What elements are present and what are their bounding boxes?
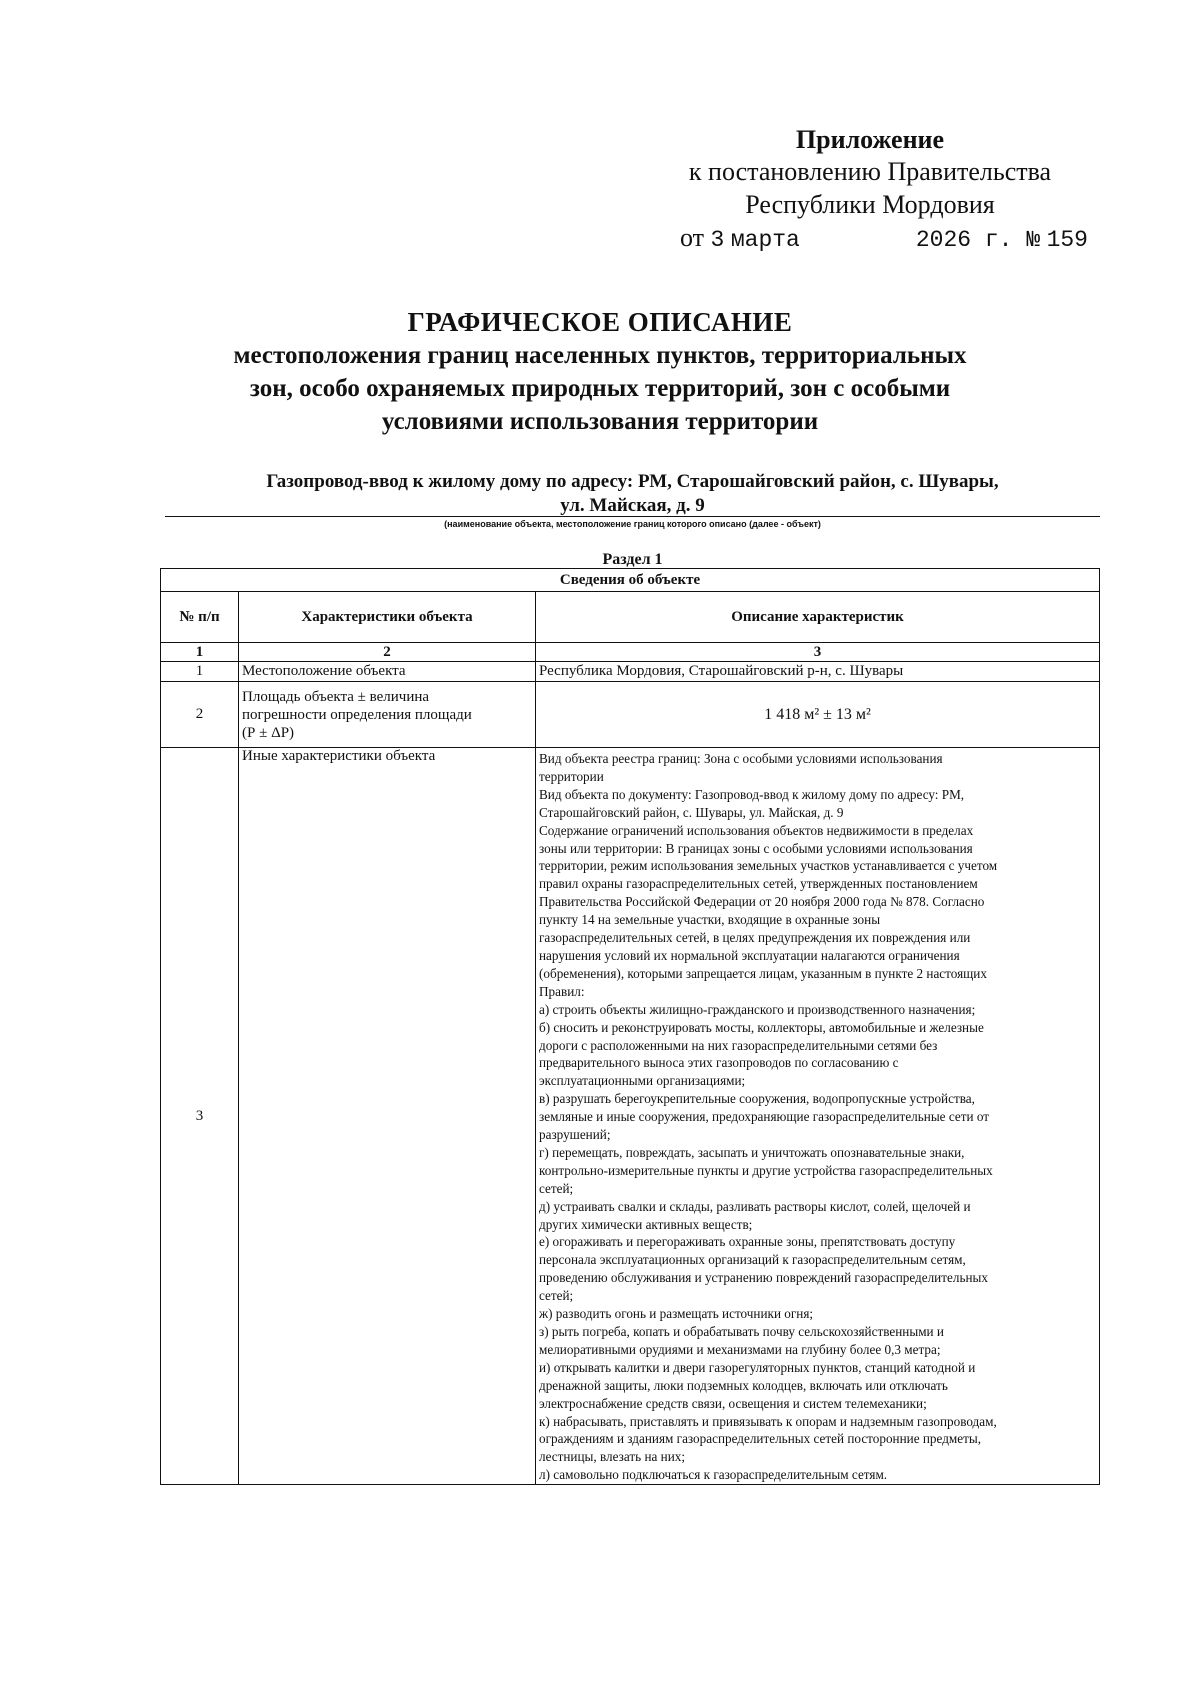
description-line: д) устраивать свалки и склады, разливать растворы кислот, солей, щелочей и [539,1198,971,1214]
characteristic-line: погрешности определения площади [242,706,472,723]
description-line: других химически активных веществ; [539,1216,753,1232]
object-caption: (наименование объекта, местоположение границ которого описано (далее - объект) [444,519,821,529]
column-number: 1 [161,643,239,662]
description-line: Правительства Российской Федерации от 20 ноября 2000 года № 878. Согласно [539,894,985,910]
description-line: ограждениям и зданиям газораспределительных сетей посторонние предметы, [539,1431,982,1447]
header-description: Описание характеристик [536,592,1100,643]
row-characteristic [239,682,536,748]
title-line-3: условиями использования территории [381,408,819,435]
row-number: 3 [161,748,239,1485]
description-line: разрушений; [539,1127,611,1143]
description-line: (обременения), которыми запрещается лицам, указанным в пункте 2 настоящих [539,965,987,981]
description-line: Вид объекта реестра границ: Зона с особыми условиями использования [539,751,943,766]
characteristic-line: Площадь объекта ± величина [242,688,430,705]
column-number-row [161,643,1100,662]
table-header-row [161,592,1100,643]
row-number: 2 [161,682,239,748]
object-line-1: Газопровод-ввод к жилому дому по адресу: РМ, Старошайговский район, с. Шувары, [266,471,999,492]
column-number: 2 [239,643,536,662]
description-line: земляные и иные сооружения, предохраняющие газораспределительные сети от [539,1109,989,1125]
description-line: зоны или территории: В границах зоны с особыми условиями использования [539,840,973,856]
description-line: дренажной защиты, люки подземных колодцев, включать или отключать [539,1377,948,1393]
characteristic-line: (Р ± ΔР) [242,724,295,741]
object-name [165,470,1100,518]
object-info-table [160,568,1100,1485]
date-year-number [916,221,1088,257]
description-line: е) огораживать и перегораживать охранные зоны, препятствовать доступу [539,1234,956,1250]
appendix-title: Приложение [795,125,945,154]
description-line: и) открывать калитки и двери газорегуляторных пунктов, станций катодной и [539,1359,976,1375]
title-main: ГРАФИЧЕСКОЕ ОПИСАНИЕ [407,307,793,337]
table-caption: Сведения об объекте [161,569,1100,592]
section-label: Раздел 1 [602,551,663,568]
description-line: территории [539,768,604,784]
description-line: к) набрасывать, приставлять и привязывать к опорам и надземным газопроводам, [539,1413,997,1429]
object-line-2: ул. Майская, д. 9 [560,495,705,516]
table-row [161,662,1100,682]
row-description: Республика Мордовия, Старошайговский р-н, с. Шувары [536,662,1100,682]
date-year: 2026 г. № [915,227,1041,253]
description-line: Старошайговский район, с. Шувары, ул. Майская, д. 9 [539,804,844,820]
column-number: 3 [536,643,1100,662]
description-line: лестницы, влезать на них; [539,1449,686,1465]
appendix-header [640,125,1100,257]
description-line: сетей; [539,1180,574,1196]
description-line: дороги с расположенными на них газораспределительными сетями без [539,1037,938,1053]
description-line: Правил: [539,983,585,999]
description-line: пункту 14 на земельные участки, входящие в охранные зоны [539,912,881,928]
appendix-date-line [640,221,1100,257]
row-characteristic: Местоположение объекта [239,662,536,682]
description-line: контрольно-измерительные пункты и другие устройства газораспределительных [539,1162,993,1178]
description-line: правил охраны газораспределительных сетей, утвержденных постановлением [539,876,978,892]
description-line: л) самовольно подключаться к газораспределительным сетям. [539,1467,888,1483]
description-line: ж) разводить огонь и размещать источники огня; [539,1306,814,1322]
header-characteristic: Характеристики объекта [239,592,536,643]
description-line: в) разрушать берегоукрепительные сооружения, водопропускные устройства, [539,1091,975,1107]
description-line: газораспределительных сетей, в целях предупреждения их повреждения или [539,930,971,946]
description-line: предварительного выноса этих газопроводов по согласованию с [539,1055,899,1071]
title-line-2: зон, особо охраняемых природных территорий, зон с особыми [249,375,951,402]
document-title [160,305,1040,438]
description-line: Вид объекта по документу: Газопровод-ввод к жилому дому по адресу: РМ, [539,786,965,802]
appendix-line-2: Республики Мордовия [745,190,995,219]
description-line: мелиоративными орудиями и механизмами на глубину более 0,3 метра; [539,1341,941,1357]
row-description: 1 418 м² ± 13 м² [536,682,1100,748]
table-caption-row [161,569,1100,592]
table-row [161,682,1100,748]
title-line-1: местоположения границ населенных пунктов, территориальных [233,342,967,369]
description-line: б) сносить и реконструировать мосты, коллекторы, автомобильные и железные [539,1019,984,1035]
header-number: № п/п [161,592,239,643]
description-line: персонала эксплуатационных организаций к газораспределительным сетям, [539,1252,966,1268]
resolution-number: 159 [1046,227,1088,253]
row-description [536,748,1100,1485]
description-line: проведению обслуживания и устранению повреждений газораспределительных [539,1270,988,1286]
table-row [161,748,1100,1485]
date-month: марта [730,227,800,253]
description-line: нарушения условий их нормальной эксплуатации налагаются ограничения [539,947,960,963]
description-line: Содержание ограничений использования объектов недвижимости в пределах [539,822,974,838]
row-number: 1 [161,662,239,682]
appendix-line-1: к постановлению Правительства [688,157,1052,186]
description-line: а) строить объекты жилищно-гражданского и производственного назначения; [539,1001,976,1017]
date-prefix: от [680,223,705,252]
date-day: 3 [710,227,725,253]
object-underline [165,516,1100,517]
description-line: г) перемещать, повреждать, засыпать и уничтожать опознавательные знаки, [539,1144,965,1160]
description-line: з) рыть погреба, копать и обрабатывать почву сельскохозяйственными и [539,1324,944,1339]
description-line: сетей; [539,1288,574,1304]
description-line: электроснабжение средств связи, освещения и систем телемеханики; [539,1395,927,1411]
description-line: эксплуатационными организациями; [539,1073,746,1089]
row-characteristic: Иные характеристики объекта [239,748,536,1485]
description-line: территории, режим использования земельных участков устанавливается с учетом [539,858,998,874]
